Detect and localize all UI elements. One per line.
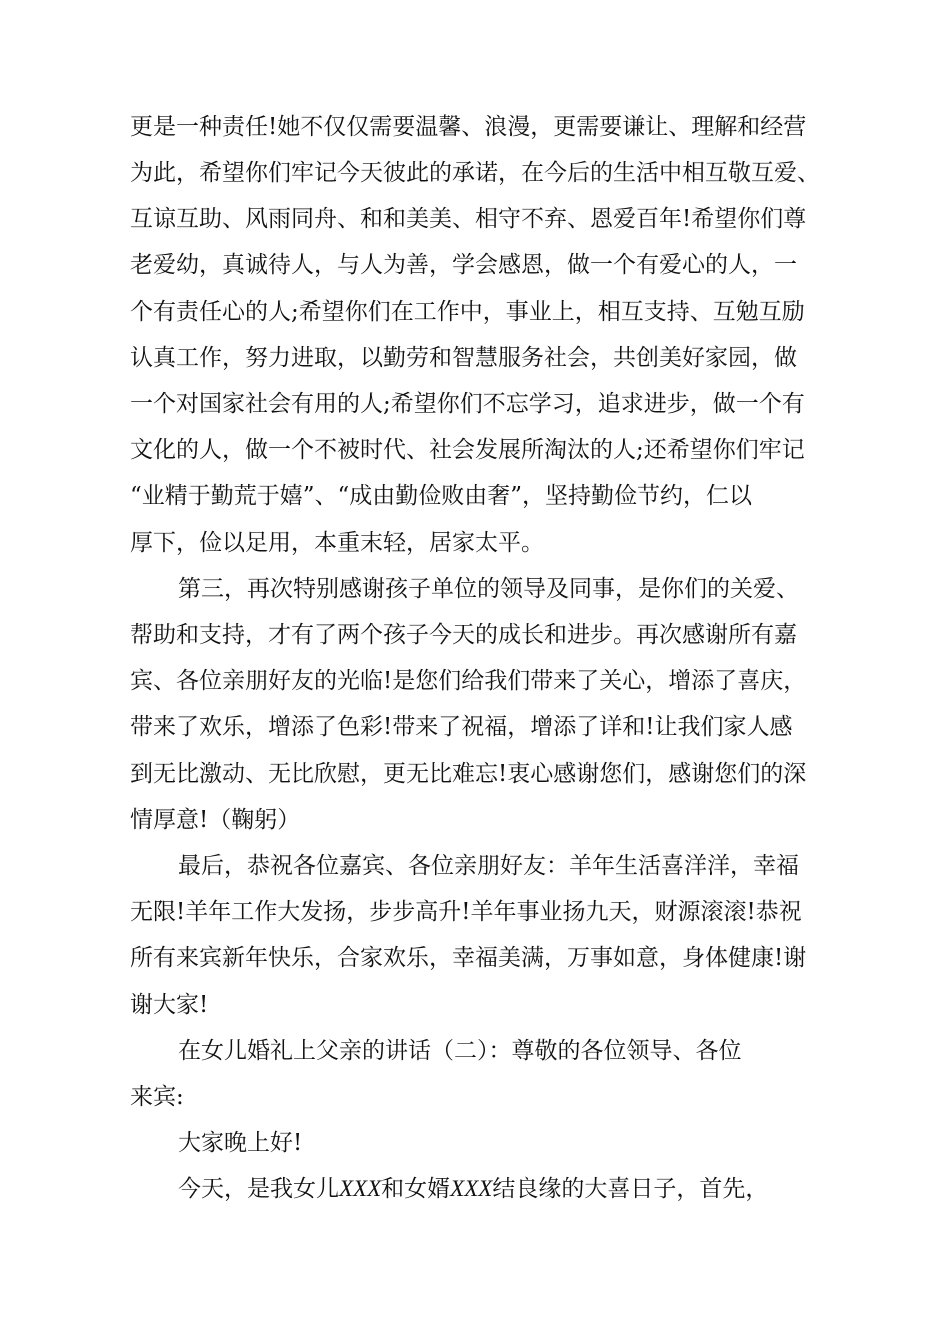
bride-name-placeholder: XXX bbox=[339, 1176, 382, 1201]
text-line: 老爱幼，真诚待人，与人为善，学会感恩，做一个有爱心的人，一 bbox=[130, 252, 797, 278]
text-line: 文化的人，做一个不被时代、社会发展所淘汰的人;还希望你们牢记 bbox=[130, 437, 805, 463]
text-line: 到无比激动、无比欣慰，更无比难忘!衷心感谢您们，感谢您们的深 bbox=[130, 761, 807, 787]
text-line: 为此，希望你们牢记今天彼此的承诺，在今后的生活中相互敬互爱、 bbox=[130, 160, 820, 186]
text-line: 来宾: bbox=[130, 1084, 184, 1110]
text-line: 情厚意!（鞠躬） bbox=[130, 807, 301, 833]
text-segment: 今天，是我女儿 bbox=[178, 1176, 339, 1202]
text-line: 厚下，俭以足用，本重末轻，居家太平。 bbox=[130, 530, 544, 556]
text-line: 个有责任心的人;希望你们在工作中，事业上，相互支持、互勉互励 bbox=[130, 299, 805, 325]
text-line: 帮助和支持，才有了两个孩子今天的成长和进步。再次感谢所有嘉 bbox=[130, 622, 797, 648]
text-segment: 结良缘的大喜日子，首先， bbox=[492, 1176, 769, 1202]
text-segment: 和女婿 bbox=[381, 1176, 451, 1202]
text-line: “业精于勤荒于嬉”、“成由勤俭败由奢”，坚持勤俭节约，仁以 bbox=[130, 483, 753, 509]
paragraph-start-line: 第三，再次特别感谢孩子单位的领导及同事，是你们的关爱、 bbox=[178, 576, 799, 602]
text-line: 认真工作，努力进取，以勤劳和智慧服务社会，共创美好家园，做 bbox=[130, 345, 797, 371]
paragraph-start-line: 最后，恭祝各位嘉宾、各位亲朋好友：羊年生活喜洋洋，幸福 bbox=[178, 853, 799, 879]
section-heading-line: 在女儿婚礼上父亲的讲话（二）：尊敬的各位领导、各位 bbox=[178, 1038, 742, 1064]
greeting-line: 大家晚上好! bbox=[178, 1130, 303, 1156]
text-line: 所有来宾新年快乐，合家欢乐，幸福美满，万事如意，身体健康!谢 bbox=[130, 945, 807, 971]
groom-name-placeholder: XXX bbox=[450, 1176, 493, 1201]
text-line: 谢大家! bbox=[130, 992, 209, 1018]
text-line: 带来了欢乐，增添了色彩!带来了祝福，增添了详和!让我们家人感 bbox=[130, 714, 793, 740]
text-line: 无限!羊年工作大发扬，步步高升!羊年事业扬九天，财源滚滚!恭祝 bbox=[130, 899, 802, 925]
text-line: 宾、各位亲朋好友的光临!是您们给我们带来了关心，增添了喜庆， bbox=[130, 668, 807, 694]
text-line: 更是一种责任!她不仅仅需要温馨、浪漫，更需要谦让、理解和经营 bbox=[130, 114, 807, 140]
text-line: 一个对国家社会有用的人;希望你们不忘学习，追求进步，做一个有 bbox=[130, 391, 805, 417]
paragraph-start-line bbox=[178, 1174, 768, 1204]
text-line: 互谅互助、风雨同舟、和和美美、相守不弃、恩爱百年!希望你们尊 bbox=[130, 206, 807, 232]
